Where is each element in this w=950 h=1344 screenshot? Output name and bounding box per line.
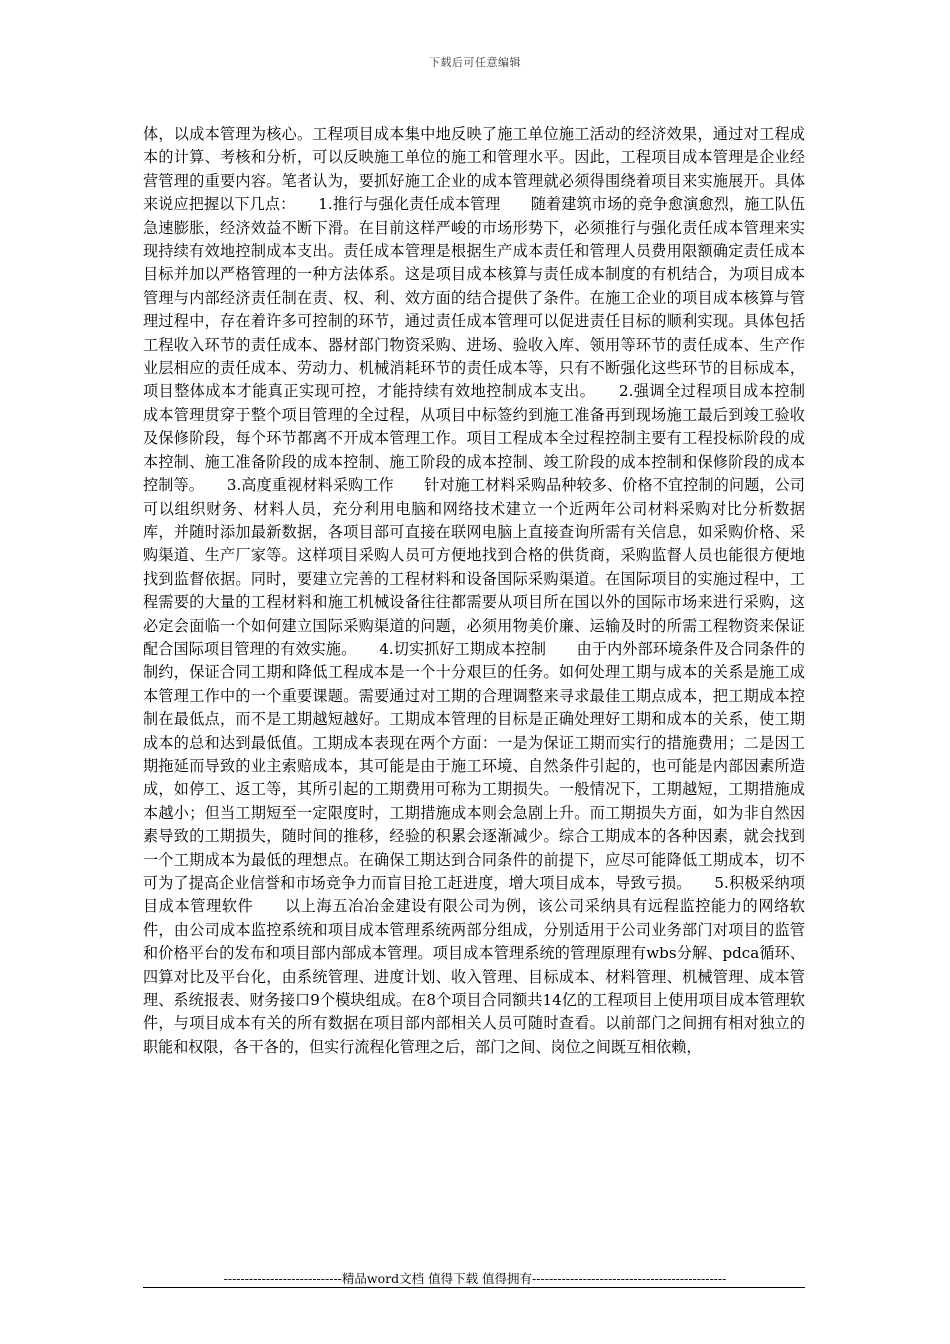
body-paragraph: 体，以成本管理为核心。工程项目成本集中地反映了施工单位施工活动的经济效果，通过对工程成本的计算、考核和分析，可以反映施工单位的施工和管理水平。因此，工程项目成本管理是企业经营管理的重要内容。笔者认为，要抓好施工企业的成本管理就必须得围绕着项目来实施展开。具体来说应把握以下几点： 1.推行与强化责任成本管理 随着建筑市场的竞争愈演愈烈，施工队伍急速膨胀，经济效益不断下滑。在目前这样严峻的市场形势下，必须推行与强化责任成本管理来实现持续有效地控制成本支出。责任成本管理是根据生产成本责任和管理人员费用限额确定责任成本目标并加以严格管理的一种方法体系。这是项目成本核算与责任成本制度的有机结合，为项目成本管理与内部经济责任制在责、权、利、效方面的结合提供了条件。在施工企业的项目成本核算与管理过程中，存在着许多可控制的环节，通过责任成本管理可以促进责任目标的顺利实现。具体包括工程收入环节的责任成本、器材部门物资采购、进场、验收入库、领用等环节的责任成本、生产作业层相应的责任成本、劳动力、机械消耗环节的责任成本等，只有不断强化这些环节的目标成本，项目整体成本才能真正实现可控，才能持续有效地控制成本支出。 2.强调全过程项目成本控制 成本管理贯穿于整个项目管理的全过程，从项目中标签约到施工准备再到现场施工最后到竣工验收及保修阶段，每个环节都离不开成本管理工作。项目工程成本全过程控制主要有工程投标阶段的成本控制、施工准备阶段的成本控制、施工阶段的成本控制、竣工阶段的成本控制和保修阶段的成本控制等。 3.高度重视材料采购工作 针对施工材料采购品种较多、价格不宜控制的问题，公司可以组织财务、材料人员，充分利用电脑和网络技术建立一个近两年公司材料采购对比分析数据库，并随时添加最新数据，各项目部可直接在联网电脑上直接查询所需有关信息，如采购价格、采购渠道、生产厂家等。这样项目采购人员可方便地找到合格的供货商，采购监督人员也能很方便地找到监督依据。同时，要建立完善的工程材料和设备国际采购渠道。在国际项目的实施过程中，工程需要的大量的工程材料和施工机械设备往往都需要从项目所在国以外的国际市场来进行采购，这必定会面临一个如何建立国际采购渠道的问题，必须用物美价廉、运输及时的所需工程物资来保证配合国际项目管理的有效实施。 4.切实抓好工期成本控制 由于内外部环境条件及合同条件的制约，保证合同工期和降低工程成本是一个十分艰巨的任务。如何处理工期与成本的关系是施工成本管理工作中的一个重要课题。需要通过对工期的合理调整来寻求最佳工期点成本，把工期成本控制在最低点，而不是工期越短越好。工期成本管理的目标是正确处理好工期和成本的关系，使工期成本的总和达到最低值。工期成本表现在两个方面：一是为保证工期而实行的措施费用；二是因工期拖延而导致的业主索赔成本，其可能是由于施工环境、自然条件引起的，也可能是内部因素所造成，如停工、返工等，其所引起的工期费用可称为工期损失。一般情况下，工期越短，工期措施成本越小；但当工期短至一定限度时，工期措施成本则会急剧上升。而工期损失方面，如为非自然因素导致的工期损失，随时间的推移，经验的积累会逐渐减少。综合工期成本的各种因素，就会找到一个工期成本为最低的理想点。在确保工期达到合同条件的前提下，应尽可能降低工期成本，切不可为了提高企业信誉和市场竞争力而盲目抢工赶进度，增大项目成本，导致亏损。 5.积极采纳项目成本管理软件 以上海五冶冶金建设有限公司为例，该公司采纳具有远程监控能力的网络软件，由公司成本监控系统和项目成本管理系统两部分组成，分别适用于公司业务部门对项目的监管和价格平台的发布和项目部内部成本管理。项目成本管理系统的管理原理有wbs分解、pdca循环、四算对比及平台化，由系统管理、进度计划、收入管理、目标成本、材料管理、机械管理、成本管理、系统报表、财务接口9个模块组成。在8个项目合同额共14亿的工程项目上使用项目成本管理软件，与项目成本有关的所有数据在项目部内部相关人员可随时查看。以前部门之间拥有相对独立的职能和权限，各干各的，但实行流程化管理之后，部门之间、岗位之间既互相依赖， (143, 125, 836, 1056)
page-footer: ----------------------------精品word文档 值得下载 值得拥有---------------------------------------------- (223, 1271, 727, 1286)
page-header: 下载后可任意编辑 (429, 56, 521, 69)
footer-rule (143, 1287, 805, 1288)
